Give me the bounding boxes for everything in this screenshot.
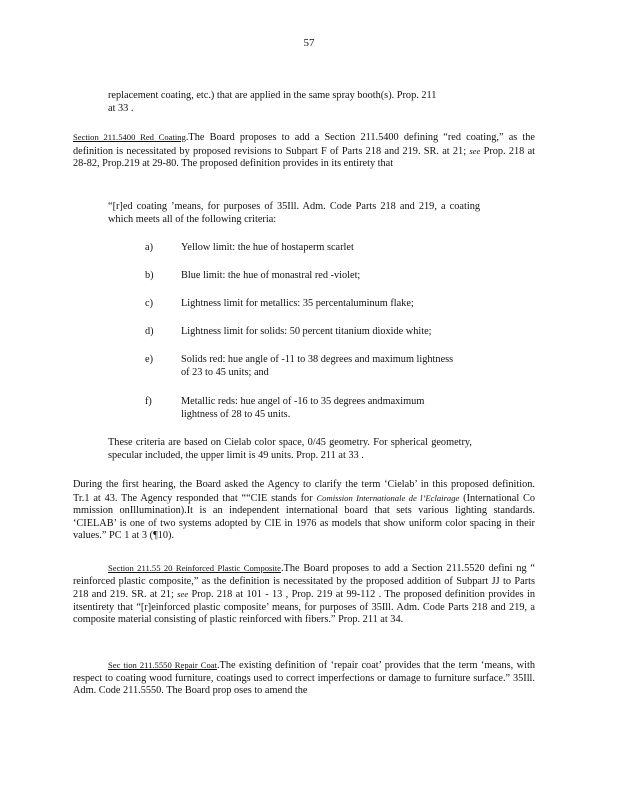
- section-211-5520-heading: Section 211.55 20 Reinforced Plastic Composite: [108, 563, 281, 573]
- section-211-5520-body: .The Board proposes to add a Section 211.5520 defini ng “ reinforced plastic composite,” as the definition is necessitated by the proposed addition of Subpart JJ to Parts 218 and 219. SR. at 21;: [73, 563, 536, 601]
- criteria-label: f): [145, 396, 152, 407]
- section-211-5550-heading: Sec tion 211.5550 Repair Coat: [108, 660, 217, 670]
- criteria-text: Metallic reds: hue angel of -16 to 35 degrees andmaximum lightness of 28 to 45 units.: [181, 396, 425, 420]
- intro-line-1: replacement coating, etc.) that are applied in the same spray booth(s). Prop. 211: [108, 90, 437, 101]
- criteria-text: Lightness limit for metallics: 35 percentaluminum flake;: [181, 298, 414, 309]
- intro-paragraph: [108, 90, 492, 115]
- criteria-label: b): [145, 270, 154, 281]
- section-211-5400-body: .The Board proposes to add a Section 211.5400 defining “red coating,” as the definition is necessitated by proposed revisions to Subpart F of Parts 218 and 219. SR. at 21;: [73, 132, 535, 157]
- red-coating-quote-text: “[r]ed coating ’means, for purposes of 35Ill. Adm. Code Parts 218 and 219, a coating which meets all of the following criteria:: [108, 201, 480, 225]
- criteria-label: c): [145, 298, 153, 309]
- section-211-5550-paragraph: [73, 659, 535, 698]
- criteria-text: Solids red: hue angle of -11 to 38 degrees and maximum lightness of 23 to 45 units; and: [181, 354, 454, 378]
- section-211-5520-body-2: Prop. 218 at 101 - 13 , Prop. 219 at 99-112 . The proposed definition provides in itsentirety that “[r]einforced plastic composite’ means, for purposes of 35Ill. Adm. Code Parts 218 and 219, a composite material consisting of plastic reinforced with fibers.” Prop. 211 at 34.: [73, 589, 536, 626]
- section-211-5520-paragraph: [73, 562, 535, 627]
- criteria-label: a): [145, 242, 153, 253]
- criteria-text: Lightness limit for solids: 50 percent titanium dioxide white;: [181, 326, 432, 337]
- see-citation: see: [177, 589, 189, 600]
- first-hearing-text-1: During the first hearing, the Board asked the Agency to clarify the term ‘Cielab’ in this proposed definition. Tr.1 at 43. The Agency responded that ““CIE stands for: [73, 479, 535, 504]
- criteria-note-text: These criteria are based on Cielab color space, 0/45 geometry. For spherical geometry, specular included, the upper limit is 49 units. Prop. 211 at 33 .: [108, 437, 472, 461]
- criteria-label: e): [145, 354, 153, 365]
- section-211-5400-body-2: Prop. 218 at 28-82, Prop.219 at 29-80. The proposed definition provides in its entirety that: [73, 145, 536, 170]
- see-citation: see: [469, 145, 481, 156]
- criteria-text: Blue limit: the hue of monastral red -violet;: [181, 270, 361, 281]
- section-211-5400-paragraph: [73, 131, 535, 171]
- section-211-5400-heading: Section 211.5400 Red Coating: [73, 132, 186, 142]
- first-hearing-paragraph: [73, 479, 535, 543]
- criteria-label: d): [145, 326, 154, 337]
- page-number: 57: [303, 37, 315, 49]
- criteria-text: Yellow limit: the hue of hostaperm scarlet: [181, 242, 354, 253]
- red-coating-quote: [108, 201, 480, 226]
- criteria-note: [108, 437, 472, 462]
- first-hearing-text-2: (International Co mmission onIllumination).It is an independent international board that sets various lighting standards. ‘CIELAB’ is one of two systems adopted by CIE in 1976 as models that show uniform color spacing in their values.” PC 1 at 3 (¶10).: [73, 492, 536, 542]
- cie-french-name: Comission Internationale de l’Eclairage: [316, 492, 460, 503]
- section-211-5550-body: .The existing definition of ‘repair coat’ provides that the term ‘means, with respect to coating wood furniture, coatings used to correct imperfections or damage to furniture surface.” 35Ill. Adm. Code 211.5550. The Board prop oses to amend the: [73, 660, 535, 697]
- intro-line-2: at 33 .: [108, 102, 134, 114]
